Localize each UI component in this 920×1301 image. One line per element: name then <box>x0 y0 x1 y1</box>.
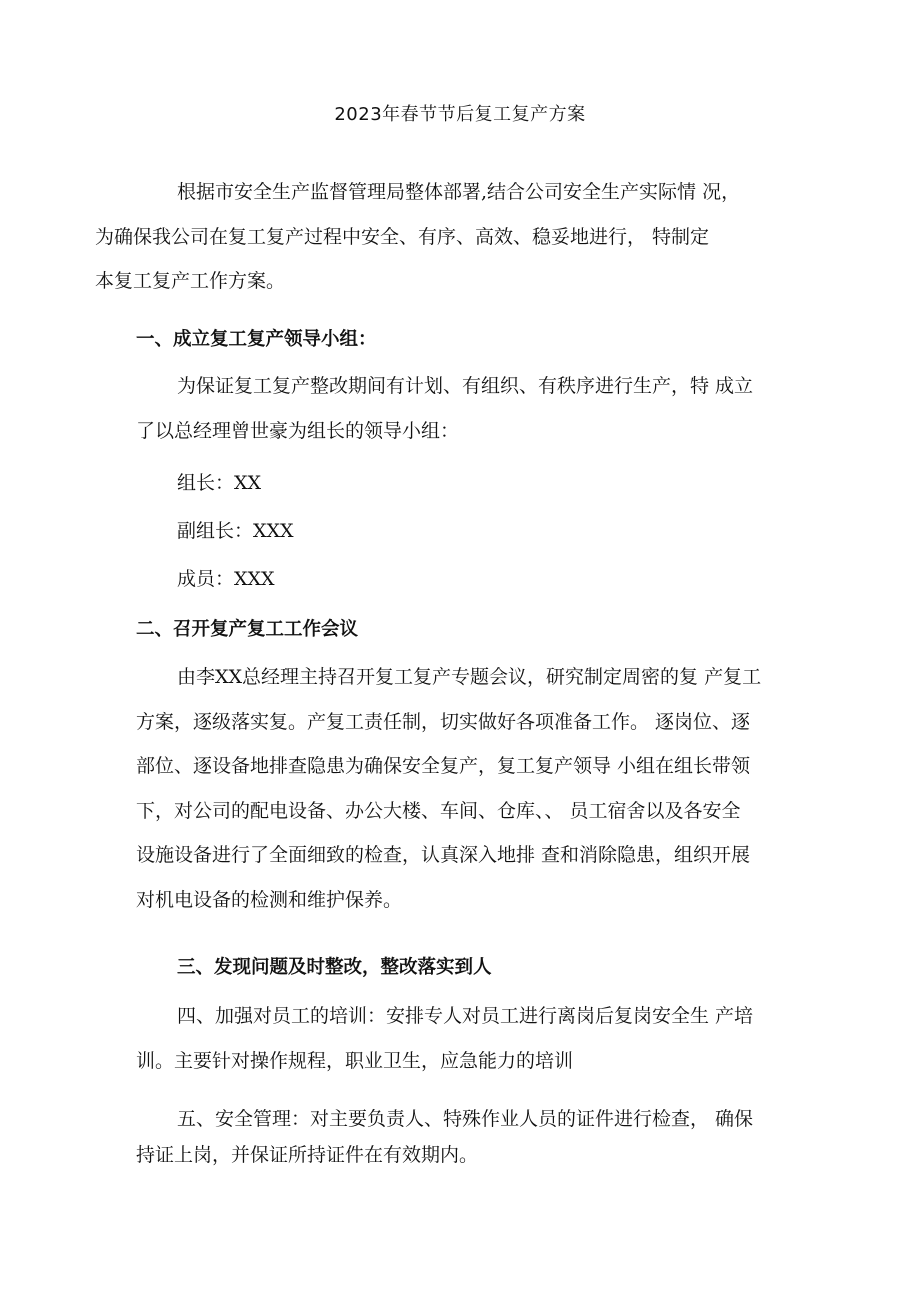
section4-paragraph <box>136 994 788 1083</box>
section2-heading: 二、召开复产复工工作会议 <box>136 619 359 640</box>
section1-line: 了以总经理曾世豪为组长的领导小组： <box>136 419 460 442</box>
members-line: 成员：XXX <box>177 568 275 590</box>
section1-line: 为保证复工复产整改期间有计划、有组织、有秩序进行生产，特 成立 <box>177 375 754 397</box>
section4-line: 训。主要针对操作规程，职业卫生，应急能力的培训 <box>136 1049 574 1072</box>
section1-heading: 一、成立复工复产领导小组： <box>136 329 377 350</box>
section1-paragraph <box>136 364 788 453</box>
section2-line: 由李XX总经理主持召开复工复产专题会议，研究制定周密的复 产复工 <box>177 666 762 688</box>
section3-heading: 三、发现问题及时整改，整改落实到人 <box>177 957 492 978</box>
section2-line: 部位、逐设备地排查隐患为确保安全复产，复工复产领导 小组在组长带领 <box>136 755 751 777</box>
section2-paragraph <box>136 655 788 922</box>
intro-line: 本复工复产工作方案。 <box>95 270 286 292</box>
section4-line: 四、加强对员工的培训：安排专人对员工进行离岗后复岗安全生 产培 <box>177 1005 754 1027</box>
intro-paragraph <box>95 170 788 304</box>
section5-paragraph <box>136 1101 788 1173</box>
section2-line: 方案，逐级落实复。产复工责任制，切实做好各项准备工作。 逐岗位、逐 <box>136 710 751 733</box>
intro-line: 根据市安全生产监督管理局整体部署,结合公司安全生产实际情 况， <box>177 181 741 203</box>
leader-line: 组长：XX <box>177 472 262 494</box>
section2-line: 对机电设备的检测和维护保养。 <box>136 888 403 911</box>
section5-line: 五、安全管理：对主要负责人、特殊作业人员的证件进行检查， 确保 <box>177 1108 754 1130</box>
section5-line: 持证上岗，并保证所持证件在有效期内。 <box>136 1144 479 1166</box>
section2-line: 下，对公司的配电设备、办公大楼、车间、仓库、、 员工宿舍以及各安全 <box>136 799 741 822</box>
section2-line: 设施设备进行了全面细致的检查，认真深入地排 查和消除隐患，组织开展 <box>136 844 751 866</box>
vice-leader-line: 副组长：XXX <box>177 520 294 542</box>
document-title: 2023年春节节后复工复产方案 <box>334 104 586 125</box>
intro-line: 为确保我公司在复工复产过程中安全、有序、高效、稳妥地进行， 特制定 <box>95 225 710 248</box>
